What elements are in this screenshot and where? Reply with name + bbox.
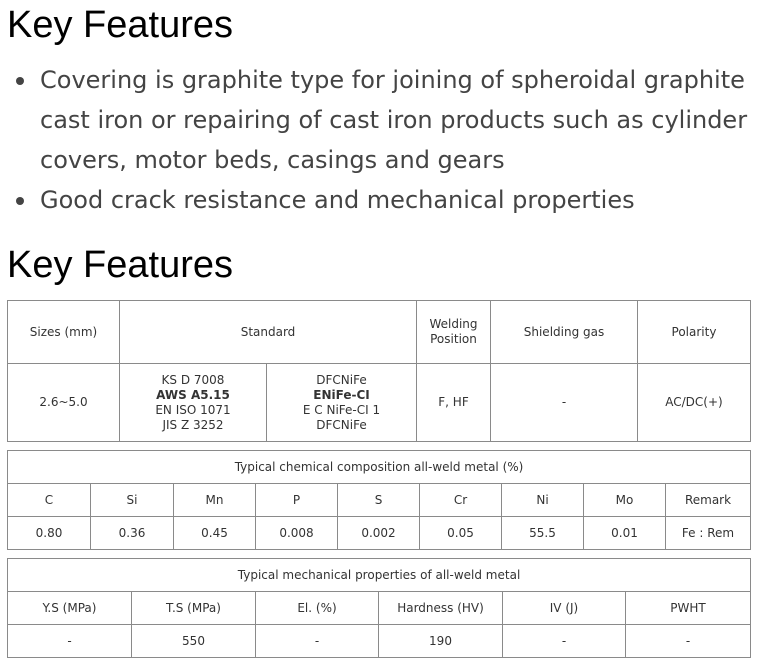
standard-header: Standard: [120, 301, 417, 364]
polarity-value: AC/DC(+): [638, 364, 751, 442]
table-row: [8, 517, 751, 550]
welding-position-header: [417, 301, 491, 364]
table-header-row: [8, 592, 751, 625]
welding-position-value: F, HF: [417, 364, 491, 442]
value-si: 0.36: [91, 517, 174, 550]
welding-position-header-line2: Position: [430, 332, 477, 346]
feature-item: Good crack resistance and mechanical properties: [40, 180, 755, 220]
element-header-mo: Mo: [584, 484, 666, 517]
value-remark: Fe : Rem: [666, 517, 751, 550]
classification: DFCNiFe: [316, 372, 367, 387]
chemical-composition-table: [7, 450, 751, 550]
shielding-gas-header: Shielding gas: [491, 301, 638, 364]
standard-code: EN ISO 1071: [155, 402, 231, 417]
pwht-header: PWHT: [626, 592, 751, 625]
ts-header: T.S (MPa): [132, 592, 256, 625]
element-header-c: C: [8, 484, 91, 517]
key-features-heading-2: Key Features: [7, 244, 233, 286]
value-mn: 0.45: [174, 517, 256, 550]
value-cr: 0.05: [420, 517, 502, 550]
welding-position-header-line1: Welding: [429, 317, 478, 331]
feature-item: Covering is graphite type for joining of spheroidal graphite cast iron or repairing of cast iron products such as cylinder covers, motor beds, casings and gears: [40, 60, 755, 180]
value-p: 0.008: [256, 517, 338, 550]
table-title-row: [8, 559, 751, 592]
element-header-p: P: [256, 484, 338, 517]
table-header-row: [8, 301, 751, 364]
hardness-header: Hardness (HV): [379, 592, 503, 625]
remark-header: Remark: [666, 484, 751, 517]
classification: E C NiFe-CI 1: [302, 402, 381, 417]
impact-value: -: [503, 625, 626, 658]
value-s: 0.002: [338, 517, 420, 550]
pwht-value: -: [626, 625, 751, 658]
element-header-s: S: [338, 484, 420, 517]
standard-code: KS D 7008: [161, 372, 225, 387]
value-c: 0.80: [8, 517, 91, 550]
sizes-header: Sizes (mm): [8, 301, 120, 364]
standard-code: AWS A5.15: [156, 387, 230, 402]
table-row: [8, 364, 751, 442]
value-ni: 55.5: [502, 517, 584, 550]
hardness-value: 190: [379, 625, 503, 658]
standard-code: JIS Z 3252: [162, 417, 224, 432]
standards-codes: [120, 364, 267, 442]
chemical-composition-title: Typical chemical composition all-weld metal (%): [8, 451, 751, 484]
element-header-si: Si: [91, 484, 174, 517]
elongation-header: El. (%): [256, 592, 379, 625]
table-title-row: [8, 451, 751, 484]
table-row: [8, 625, 751, 658]
standards-classifications: [267, 364, 417, 442]
ys-header: Y.S (MPa): [8, 592, 132, 625]
classification: DFCNiFe: [316, 417, 367, 432]
specification-table: [7, 300, 751, 442]
classification: ENiFe-CI: [313, 387, 370, 402]
shielding-gas-value: -: [491, 364, 638, 442]
value-mo: 0.01: [584, 517, 666, 550]
elongation-value: -: [256, 625, 379, 658]
mechanical-properties-title: Typical mechanical properties of all-weld metal: [8, 559, 751, 592]
sizes-value: 2.6~5.0: [8, 364, 120, 442]
mechanical-properties-table: [7, 558, 751, 658]
polarity-header: Polarity: [638, 301, 751, 364]
element-header-cr: Cr: [420, 484, 502, 517]
element-header-mn: Mn: [174, 484, 256, 517]
key-features-list: [40, 60, 755, 220]
impact-value-header: IV (J): [503, 592, 626, 625]
table-header-row: [8, 484, 751, 517]
ys-value: -: [8, 625, 132, 658]
ts-value: 550: [132, 625, 256, 658]
key-features-heading: Key Features: [7, 4, 233, 46]
element-header-ni: Ni: [502, 484, 584, 517]
